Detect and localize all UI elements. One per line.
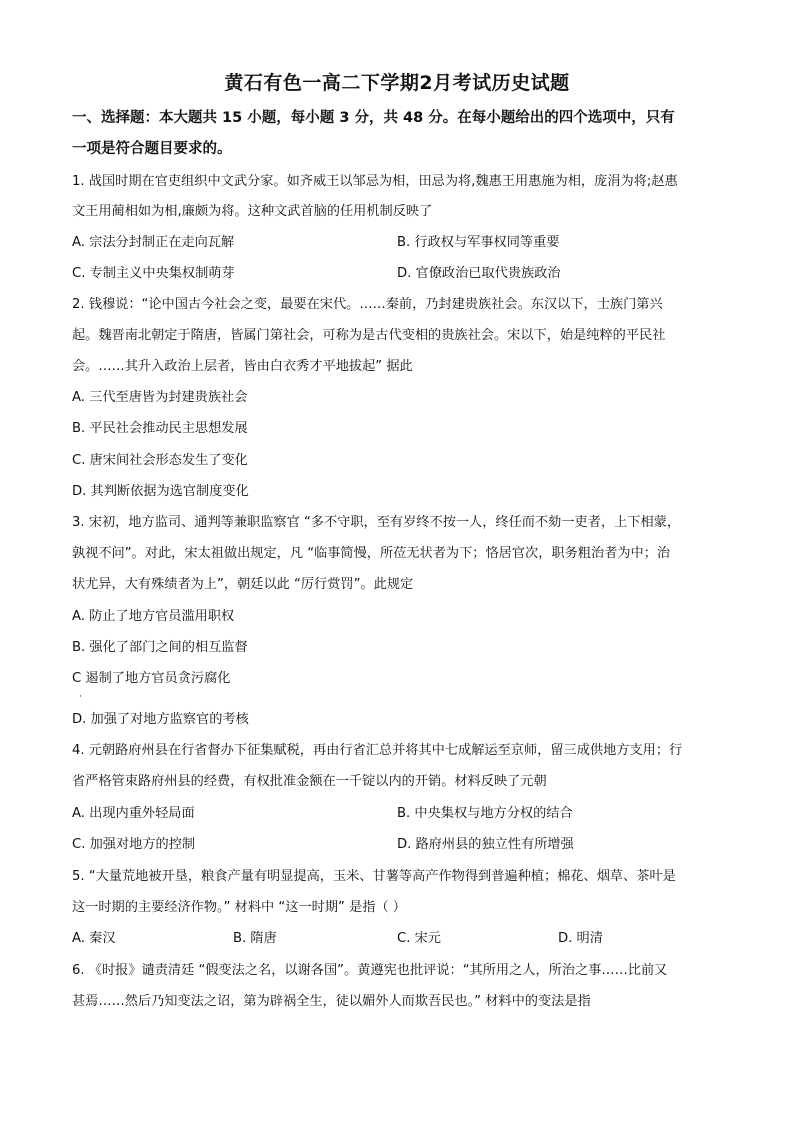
question-5-option-c: C. 宋元 xyxy=(397,931,441,946)
question-3-option-d: D. 加强了对地方监察官的考核 xyxy=(72,712,249,727)
section-heading-line-2: 一项是符合题目要求的。 xyxy=(72,141,232,157)
question-2-stem-line-3: 会。……其升入政治上层者，皆由白衣秀才平地拔起” 据此 xyxy=(72,359,413,374)
question-5-option-b: B. 隋唐 xyxy=(233,931,277,946)
question-4-stem-line-2: 省严格管束路府州县的经费，有权批准金额在一千锭以内的开销。材料反映了元朝 xyxy=(72,774,547,789)
question-2-option-c: C. 唐宋间社会形态发生了变化 xyxy=(72,453,248,468)
question-1-option-b: B. 行政权与军事权同等重要 xyxy=(397,235,560,250)
question-2-option-a: A. 三代至唐皆为封建贵族社会 xyxy=(72,390,248,405)
question-1-option-c: C. 专制主义中央集权制萌芽 xyxy=(72,266,235,281)
stray-dot-mark: · xyxy=(79,692,82,702)
question-4-option-b: B. 中央集权与地方分权的结合 xyxy=(397,806,573,821)
question-3-option-a: A. 防止了地方官员滥用职权 xyxy=(72,609,235,624)
question-3-option-b: B. 强化了部门之间的相互监督 xyxy=(72,640,248,655)
question-4-stem-line-1: 4. 元朝路府州县在行省督办下征集赋税，再由行省汇总并将其中七成解运至京师，留三成供地方支用；行 xyxy=(72,743,683,758)
question-4-option-d: D. 路府州县的独立性有所增强 xyxy=(397,837,574,852)
question-2-stem-line-1: 2. 钱穆说：“论中国古今社会之变，最要在宋代。……秦前，乃封建贵族社会。东汉以下，士族门第兴 xyxy=(72,297,663,312)
exam-title: 黄石有色一高二下学期2月考试历史试题 xyxy=(224,72,570,94)
question-6-stem-line-2: 甚焉……然后乃知变法之诏，第为辟祸全生，徒以媚外人而欺吾民也。” 材料中的变法是指 xyxy=(72,994,591,1009)
question-3-option-c: C 遏制了地方官员贪污腐化 xyxy=(72,671,231,686)
question-4-option-c: C. 加强对地方的控制 xyxy=(72,837,196,852)
question-5-option-a: A. 秦汉 xyxy=(72,931,116,946)
question-5-option-d: D. 明清 xyxy=(558,931,603,946)
question-1-option-d: D. 官僚政治已取代贵族政治 xyxy=(397,266,561,281)
question-2-option-b: B. 平民社会推动民主思想发展 xyxy=(72,421,248,436)
question-3-stem-line-3: 状尤异，大有殊绩者为上”，朝廷以此 “厉行赏罚”。此规定 xyxy=(72,577,414,592)
question-1-stem-line-2: 文王用蔺相如为相,廉颇为将。这种文武首脑的任用机制反映了 xyxy=(72,204,433,219)
question-2-stem-line-2: 起。魏晋南北朝定于隋唐，皆属门第社会，可称为是古代变相的贵族社会。宋以下，始是纯粹的平民社 xyxy=(72,328,666,343)
question-5-stem-line-1: 5. “大量荒地被开垦，粮食产量有明显提高，玉米、甘薯等高产作物得到普遍种植；棉花、烟草、茶叶是 xyxy=(72,869,676,884)
section-heading-line-1: 一、选择题：本大题共 15 小题，每小题 3 分，共 48 分。在每小题给出的四个选项中，只有 xyxy=(72,110,675,126)
question-3-stem-line-1: 3. 宋初，地方监司、通判等兼职监察官 “多不守职，至有岁终不按一人，终任而不劾一吏者，上下相蒙， xyxy=(72,515,681,530)
question-3-stem-line-2: 孰视不问”。对此，宋太祖做出规定，凡 “临事简慢，所莅无状者为下；恪居官次，职务粗治者为中；治 xyxy=(72,546,671,561)
question-2-option-d: D. 其判断依据为选官制度变化 xyxy=(72,484,249,499)
question-1-option-a: A. 宗法分封制正在走向瓦解 xyxy=(72,235,235,250)
question-6-stem-line-1: 6. 《时报》谴责清廷 “假变法之名，以谢各国”。黄遵宪也批评说：“其所用之人，所治之事……比前又 xyxy=(72,963,668,978)
question-1-stem-line-1: 1. 战国时期在官吏组织中文武分家。如齐威王以邹忌为相，田忌为将,魏惠王用惠施为相，庞涓为将;赵惠 xyxy=(72,174,678,189)
question-5-stem-line-2: 这一时期的主要经济作物。” 材料中 “这一时期” 是指（ ） xyxy=(72,900,406,915)
question-4-option-a: A. 出现内重外轻局面 xyxy=(72,806,195,821)
